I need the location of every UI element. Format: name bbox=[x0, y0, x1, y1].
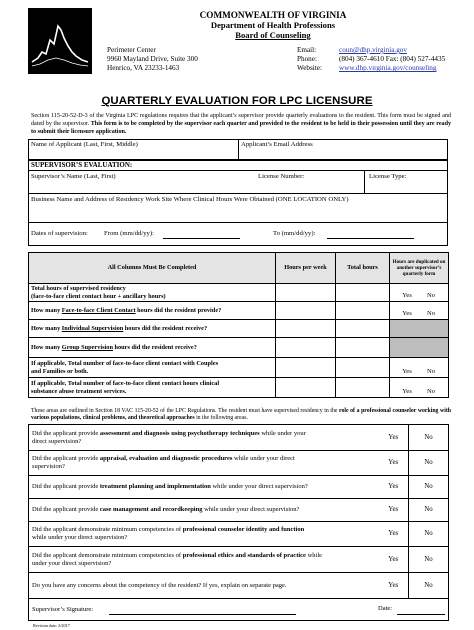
address-line: 9960 Mayland Drive, Suite 300 bbox=[107, 55, 198, 64]
question-row bbox=[29, 451, 449, 476]
yes-option[interactable]: Yes bbox=[379, 499, 409, 522]
website-link[interactable]: www.dhp.virginia.gov/counseling bbox=[339, 64, 437, 73]
hours-per-week-cell[interactable] bbox=[276, 320, 336, 338]
question-row bbox=[29, 425, 449, 451]
table-row bbox=[29, 378, 449, 398]
applicant-name-label: Name of Applicant (Last, First, Middle) bbox=[31, 141, 138, 148]
no-option[interactable]: No bbox=[409, 476, 449, 499]
revision-date: Revision date: 2/2017 bbox=[33, 623, 70, 628]
col-header-duplicated: Hours are duplicated on another supervisor’s quarterly form bbox=[390, 253, 449, 284]
question-row bbox=[29, 573, 449, 599]
total-hours-cell[interactable] bbox=[336, 338, 390, 358]
state-name: COMMONWEALTH OF VIRGINIA bbox=[199, 10, 347, 20]
supervisor-section-label: SUPERVISOR’S EVALUATION: bbox=[31, 161, 133, 169]
question-row bbox=[29, 476, 449, 499]
business-address-label: Business Name and Address of Residency Work Site Where Clinical Hours Were Obtained (ONE LOCATION ONLY) bbox=[31, 196, 349, 203]
question-row bbox=[29, 547, 449, 573]
no-option[interactable]: No bbox=[409, 425, 449, 451]
duplicated-yes-no[interactable]: Yes No bbox=[390, 378, 449, 398]
row-label: How many Face-to-face Client Contact hours did the resident provide? bbox=[29, 302, 276, 320]
from-date-field[interactable] bbox=[163, 238, 240, 239]
question-text: Did the applicant provide assessment and diagnosis using psychotherapy techniques while under your direct supervision? bbox=[29, 425, 379, 451]
col-header-week: Hours per week bbox=[276, 253, 336, 284]
date-label: Date: bbox=[378, 605, 393, 612]
yes-option[interactable]: Yes bbox=[379, 547, 409, 573]
license-number-label: License Number: bbox=[258, 173, 305, 180]
hours-table bbox=[28, 252, 449, 398]
total-hours-cell[interactable] bbox=[336, 302, 390, 320]
yes-option[interactable]: Yes bbox=[379, 451, 409, 476]
yes-option[interactable]: Yes bbox=[379, 425, 409, 451]
phone-number: (804) 367-4610 Fax: (804) 527-4435 bbox=[339, 55, 446, 64]
question-text: Did the applicant demonstrate minimum competencies of professional counselor identity and function while under your direct supervision? bbox=[29, 522, 379, 547]
yes-option[interactable]: Yes bbox=[379, 573, 409, 599]
row-label: How many Individual Supervision hours did the resident receive? bbox=[29, 320, 276, 338]
yes-option[interactable]: Yes bbox=[379, 522, 409, 547]
hours-per-week-cell[interactable] bbox=[276, 302, 336, 320]
question-row bbox=[29, 522, 449, 547]
business-address-field[interactable] bbox=[30, 205, 446, 222]
applicant-email-field[interactable] bbox=[240, 150, 446, 159]
question-row bbox=[29, 499, 449, 522]
license-type-field[interactable] bbox=[366, 182, 446, 192]
row-label: Total hours of supervised residency (face-to-face client contact hour + ancillary hours) bbox=[29, 284, 276, 302]
total-hours-cell[interactable] bbox=[336, 378, 390, 398]
question-text: Did the applicant demonstrate minimum competencies of professional ethics and standards of practice while under your direct supervision? bbox=[29, 547, 379, 573]
duplicated-yes-no[interactable]: Yes No bbox=[390, 302, 449, 320]
total-hours-cell[interactable] bbox=[336, 284, 390, 302]
shaded-cell bbox=[390, 320, 449, 338]
row-label: If applicable, Total number of face-to-face client contact with Couples and Families or both. bbox=[29, 358, 276, 378]
department-name: Department of Health Professions bbox=[210, 20, 336, 30]
supervisor-name-label: Supervisor’s Name (Last, First) bbox=[31, 173, 116, 180]
hours-per-week-cell[interactable] bbox=[276, 378, 336, 398]
hours-per-week-cell[interactable] bbox=[276, 284, 336, 302]
mailing-address bbox=[107, 46, 198, 74]
hours-table-header bbox=[29, 253, 449, 284]
dhp-logo-icon bbox=[28, 8, 92, 74]
hours-per-week-cell[interactable] bbox=[276, 358, 336, 378]
email-label: Email: bbox=[297, 46, 317, 54]
table-row bbox=[29, 302, 449, 320]
board-name: Board of Counseling bbox=[235, 30, 311, 40]
agency-heading bbox=[100, 10, 446, 40]
signature-cell bbox=[29, 599, 449, 621]
form-title: QUARTERLY EVALUATION FOR LPC LICENSURE bbox=[101, 95, 373, 107]
col-header-total: Total hours bbox=[336, 253, 390, 284]
to-date-label: To (mm/dd/yy): bbox=[273, 230, 316, 237]
no-option[interactable]: No bbox=[409, 573, 449, 599]
duplicated-yes-no[interactable]: Yes No bbox=[390, 358, 449, 378]
contact-info bbox=[297, 46, 445, 74]
to-date-field[interactable] bbox=[327, 238, 414, 239]
row-label: If applicable, Total number of face-to-face client contact hours clinical substance abuse treatment services. bbox=[29, 378, 276, 398]
table-row bbox=[29, 358, 449, 378]
date-field[interactable] bbox=[397, 614, 445, 615]
supervisor-name-field[interactable] bbox=[30, 182, 250, 192]
question-text: Did the applicant provide appraisal, evaluation and diagnostic procedures while under your direct supervision? bbox=[29, 451, 379, 476]
email-link[interactable]: coun@dhp.virginia.gov bbox=[339, 46, 407, 54]
total-hours-cell[interactable] bbox=[336, 320, 390, 338]
col-header-all: All Columns Must Be Completed bbox=[29, 253, 276, 284]
license-number-field[interactable] bbox=[256, 182, 362, 192]
address-line: Henrico, VA 23233-1463 bbox=[107, 64, 180, 73]
no-option[interactable]: No bbox=[409, 522, 449, 547]
website-label: Website: bbox=[297, 64, 322, 73]
intro-bold-text: This form is to be completed by the supervisor each quarter and provided to the resident to be held in their possession until they are ready to submit their licensure application. bbox=[31, 120, 451, 135]
dates-of-supervision-label: Dates of supervision: bbox=[31, 230, 88, 237]
license-type-label: License Type: bbox=[369, 173, 407, 180]
total-hours-cell[interactable] bbox=[336, 358, 390, 378]
from-date-label: From (mm/dd/yy): bbox=[104, 230, 154, 237]
signature-row bbox=[29, 599, 449, 621]
applicant-name-field[interactable] bbox=[30, 150, 236, 159]
no-option[interactable]: No bbox=[409, 547, 449, 573]
regulation-note: These areas are outlined in Section 18 VAC 115-20-52 of the LPC Regulations. The resident must have supervised residency in the role of a professional counselor working with various populations, clinical problems, and theoretical approaches in the following areas. bbox=[31, 408, 451, 422]
phone-label: Phone: bbox=[297, 55, 317, 64]
no-option[interactable]: No bbox=[409, 499, 449, 522]
question-text: Do you have any concerns about the competency of the resident? If yes, explain on separate page. bbox=[29, 573, 379, 599]
duplicated-yes-no[interactable]: Yes No bbox=[390, 284, 449, 302]
table-row bbox=[29, 338, 449, 358]
question-text: Did the applicant provide treatment planning and implementation while under your direct supervision? bbox=[29, 476, 379, 499]
hours-per-week-cell[interactable] bbox=[276, 338, 336, 358]
signature-label: Supervisor’s Signature: bbox=[32, 605, 94, 613]
table-row bbox=[29, 284, 449, 302]
table-row bbox=[29, 320, 449, 338]
yes-option[interactable]: Yes bbox=[379, 476, 409, 499]
question-text: Did the applicant provide case management and recordkeeping while under your direct supervision? bbox=[29, 499, 379, 522]
intro-paragraph bbox=[31, 113, 451, 137]
competency-questions-table bbox=[28, 424, 449, 621]
shaded-cell bbox=[390, 338, 449, 358]
intro-text: Section 115-20-52-D-3 of the Virginia LPC regulations requires that the applicant’s supervisor provide quarterly evaluations to the resident. This form must be signed and dated by the supervisor. bbox=[31, 113, 451, 127]
signature-field[interactable] bbox=[109, 614, 296, 615]
no-option[interactable]: No bbox=[409, 451, 449, 476]
applicant-email-label: Applicant’s Email Address bbox=[241, 141, 313, 148]
row-label: How many Group Supervision hours did the resident receive? bbox=[29, 338, 276, 358]
address-line: Perimeter Center bbox=[107, 46, 156, 54]
